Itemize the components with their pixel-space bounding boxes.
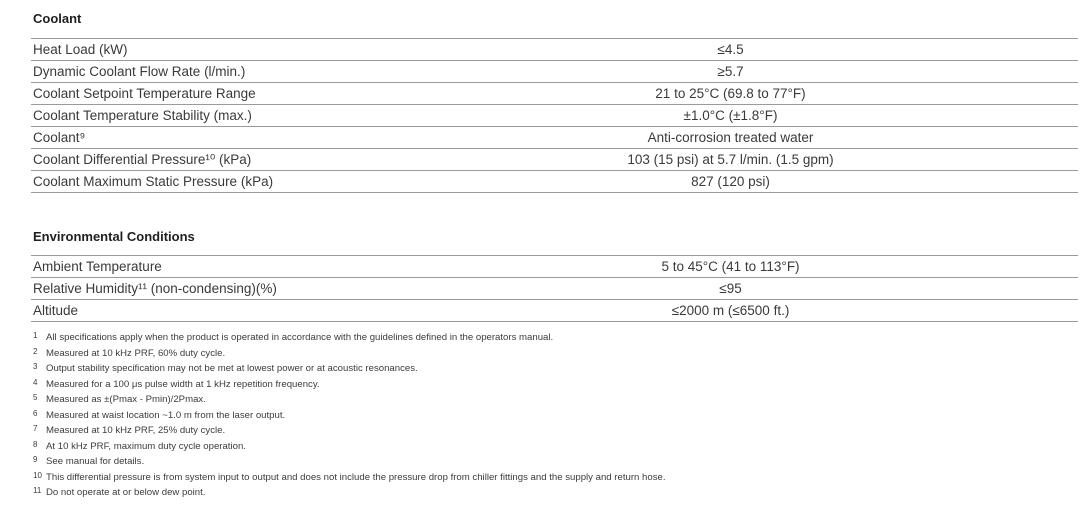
spec-row — [31, 104, 1078, 126]
footnote-text: Measured at 10 kHz PRF, 60% duty cycle. — [46, 347, 226, 359]
footnote-text: Measured as ±(Pmax - Pmin)/2Pmax. — [46, 394, 206, 405]
footnote — [33, 330, 1033, 346]
footnote-number: 11 — [33, 486, 42, 495]
footnote-text: Output stability specification may not be met at lowest power or at acoustic resonances. — [46, 363, 418, 374]
spec-label: Coolant Temperature Stability (max.) — [33, 108, 252, 123]
spec-label: Coolant Setpoint Temperature Range — [33, 86, 256, 101]
spec-row — [31, 170, 1078, 193]
spec-value: 5 to 45°C (41 to 113°F) — [661, 259, 800, 274]
footnote-text: All specifications apply when the product is operated in accordance with the guidelines defined in the operators manual. — [46, 332, 554, 343]
footnote — [33, 454, 1033, 470]
spec-row — [31, 38, 1078, 60]
footnote-number: 4 — [33, 377, 38, 387]
spec-value: Anti-corrosion treated water — [647, 130, 814, 145]
spec-row — [31, 255, 1078, 277]
footnote — [33, 470, 1033, 486]
footnote-number: 10 — [33, 470, 42, 480]
environmental-spec-table — [31, 255, 1078, 322]
spec-row — [31, 148, 1078, 170]
spec-value: 827 (120 psi) — [691, 174, 770, 189]
footnotes — [33, 330, 1033, 501]
footnote — [33, 485, 1033, 501]
spec-row — [31, 277, 1078, 299]
footnote-number: 9 — [33, 455, 38, 464]
spec-label: Altitude — [33, 303, 79, 318]
coolant-section-title: Coolant — [33, 11, 82, 26]
footnote-number: 2 — [33, 346, 38, 356]
spec-label: Dynamic Coolant Flow Rate (l/min.) — [33, 64, 246, 79]
footnote-number: 3 — [33, 362, 38, 371]
spec-label: Coolant⁹ — [33, 130, 86, 145]
spec-row — [31, 60, 1078, 82]
spec-label: Ambient Temperature — [33, 259, 162, 274]
spec-row — [31, 82, 1078, 104]
footnote — [33, 377, 1033, 393]
spec-label: Coolant Differential Pressure¹⁰ (kPa) — [33, 151, 252, 167]
footnote-text: See manual for details. — [46, 456, 145, 467]
spec-value: ≥5.7 — [717, 64, 744, 79]
spec-value: ±1.0°C (±1.8°F) — [683, 108, 778, 123]
footnote-number: 5 — [33, 393, 38, 402]
footnote-number: 7 — [33, 424, 38, 433]
spec-row — [31, 126, 1078, 148]
spec-value: 21 to 25°C (69.8 to 77°F) — [655, 86, 806, 101]
coolant-spec-table — [31, 38, 1078, 193]
spec-value: ≤4.5 — [717, 42, 744, 57]
footnote-text: At 10 kHz PRF, maximum duty cycle operation. — [46, 440, 246, 452]
footnote — [33, 392, 1033, 408]
footnote-number: 6 — [33, 408, 38, 418]
footnote-text: Measured at 10 kHz PRF, 25% duty cycle. — [46, 425, 226, 436]
spec-label: Relative Humidity¹¹ (non-condensing)(%) — [33, 281, 277, 296]
footnote — [33, 408, 1033, 424]
spec-label: Heat Load (kW) — [33, 42, 128, 57]
footnote-text: Measured for a 100 μs pulse width at 1 kHz repetition frequency. — [46, 378, 320, 390]
environmental-section-title: Environmental Conditions — [33, 229, 195, 244]
spec-row — [31, 299, 1078, 322]
footnote-number: 8 — [33, 439, 38, 449]
footnote — [33, 423, 1033, 439]
footnote-number: 1 — [33, 331, 38, 340]
footnote-text: Measured at waist location ~1.0 m from the laser output. — [46, 409, 286, 421]
spec-value: 103 (15 psi) at 5.7 l/min. (1.5 gpm) — [627, 152, 834, 167]
footnote — [33, 361, 1033, 377]
spec-value: ≤95 — [719, 281, 742, 296]
footnote — [33, 346, 1033, 362]
footnote-text: Do not operate at or below dew point. — [46, 487, 206, 498]
footnote-text: This differential pressure is from system input to output and does not include the pressure drop from chiller fittings and the supply and return hose. — [46, 471, 666, 483]
footnote — [33, 439, 1033, 455]
spec-value: ≤2000 m (≤6500 ft.) — [671, 303, 790, 318]
spec-label: Coolant Maximum Static Pressure (kPa) — [33, 174, 274, 189]
